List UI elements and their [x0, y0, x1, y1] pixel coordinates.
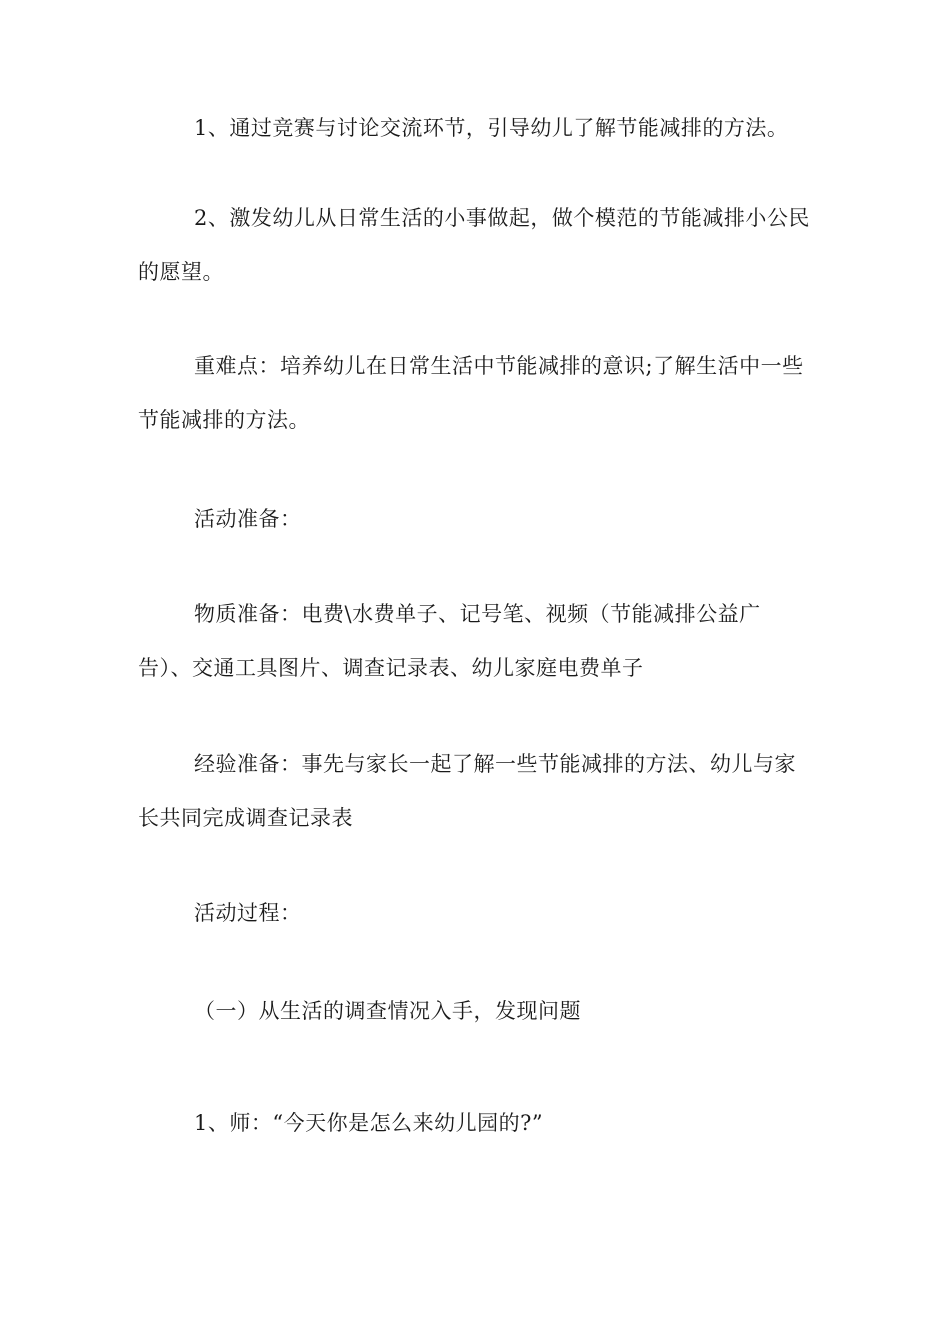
paragraph-material-preparation: 物质准备：电费\水费单子、记号笔、视频（节能减排公益广告）、交通工具图片、调查记录表、幼儿家庭电费单子	[138, 602, 761, 680]
paragraph-experience-preparation: 经验准备：事先与家长一起了解一些节能减排的方法、幼儿与家长共同完成调查记录表	[138, 752, 796, 830]
heading-activity-process: 活动过程：	[194, 901, 302, 925]
paragraph-key-points: 重难点：培养幼儿在日常生活中节能减排的意识;了解生活中一些节能减排的方法。	[138, 354, 804, 432]
paragraph-goal-1: 1、通过竞赛与讨论交流环节，引导幼儿了解节能减排的方法。	[194, 116, 789, 140]
heading-activity-preparation: 活动准备：	[194, 507, 302, 531]
paragraph-goal-2: 2、激发幼儿从日常生活的小事做起，做个模范的节能减排小公民的愿望。	[138, 206, 810, 284]
paragraph-section-one: （一）从生活的调查情况入手，发现问题	[194, 999, 581, 1023]
paragraph-teacher-question: 1、师：“今天你是怎么来幼儿园的?”	[194, 1111, 544, 1135]
